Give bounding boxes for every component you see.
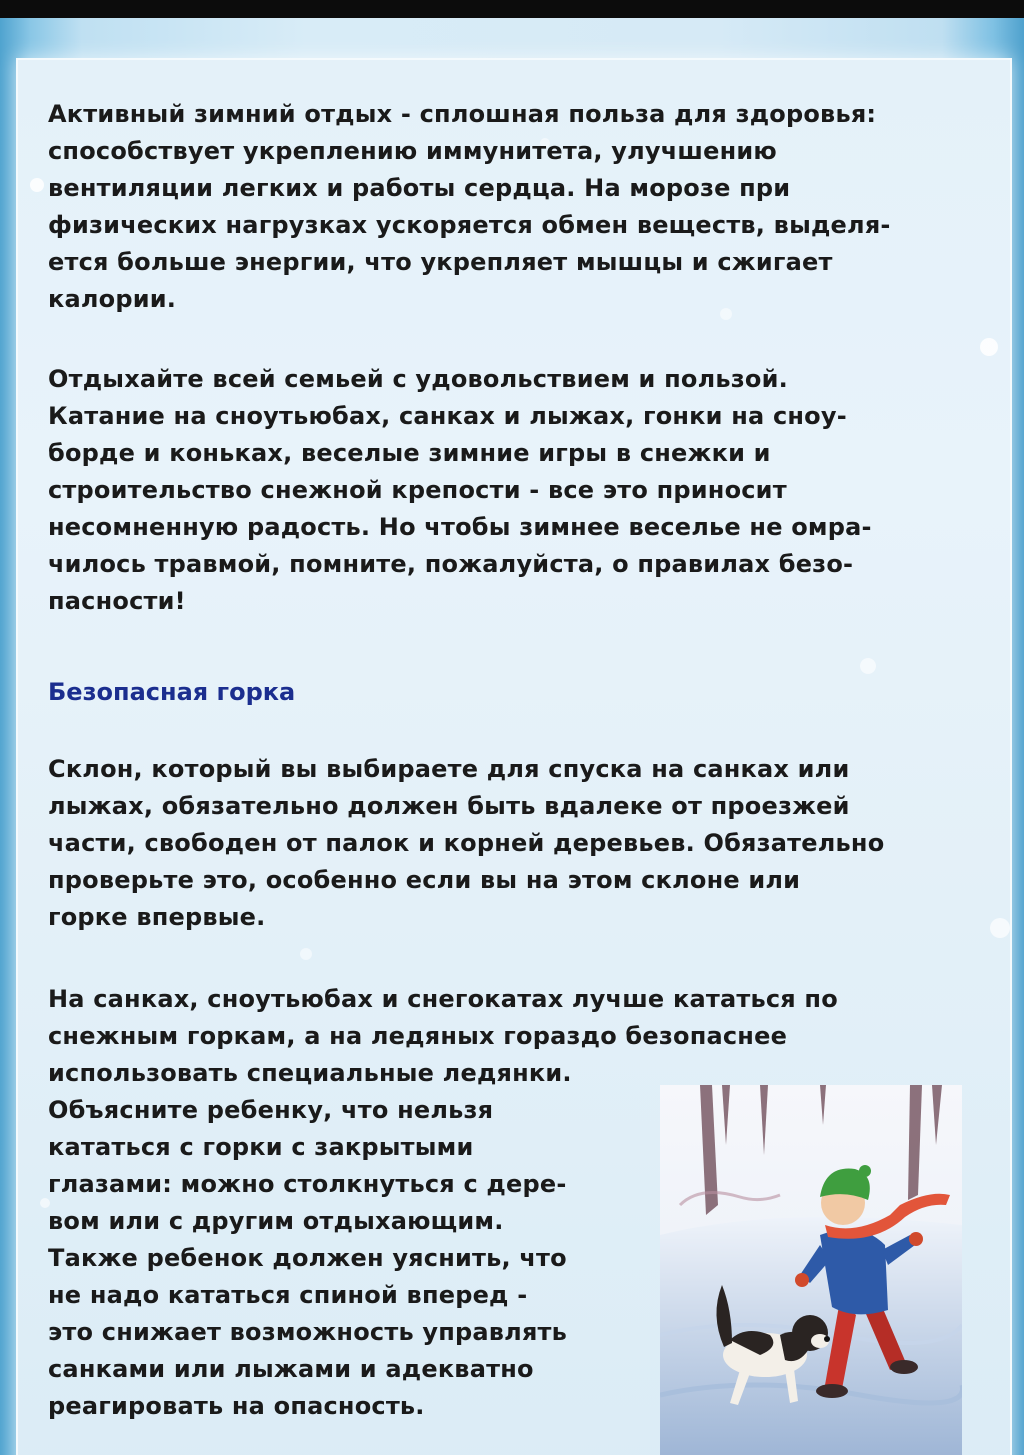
text-line: Склон, который вы выбираете для спуска на санках или <box>48 755 850 783</box>
text-line: чилось травмой, помните, пожалуйста, о правилах безо- <box>48 550 854 578</box>
text-line: несомненную радость. Но чтобы зимнее веселье не омра- <box>48 513 872 541</box>
text-line: Отдыхайте всей семьей с удовольствием и пользой. <box>48 365 788 393</box>
text-line: проверьте это, особенно если вы на этом склоне или <box>48 866 801 894</box>
text-line: не надо кататься спиной вперед - <box>48 1281 528 1309</box>
snowflake <box>30 178 44 192</box>
snowflake <box>300 948 312 960</box>
text-line: кататься с горки с закрытыми <box>48 1133 474 1161</box>
text-line: части, свободен от палок и корней деревьев. Обязательно <box>48 829 885 857</box>
text-line: санками или лыжами и адекватно <box>48 1355 534 1383</box>
snowflake <box>720 308 732 320</box>
snowflake <box>990 918 1010 938</box>
text-line: вентиляции легких и работы сердца. На морозе при <box>48 174 791 202</box>
text-line: борде и коньках, веселые зимние игры в снежки и <box>48 439 771 467</box>
text-line: использовать специальные ледянки. <box>48 1059 572 1087</box>
text-line: физических нагрузках ускоряется обмен веществ, выделя- <box>48 211 891 239</box>
child-with-dog-illustration <box>660 1085 962 1455</box>
text-line: Также ребенок должен уяснить, что <box>48 1244 567 1272</box>
section-heading: Безопасная горка <box>48 678 296 706</box>
text-line: лыжах, обязательно должен быть вдалеке от проезжей <box>48 792 850 820</box>
snowflake <box>980 338 998 356</box>
text-line: это снижает возможность управлять <box>48 1318 568 1346</box>
text-line: ется больше энергии, что укрепляет мышцы и сжигает <box>48 248 833 276</box>
text-line: На санках, сноутьюбах и снегокатах лучше кататься по <box>48 985 838 1013</box>
text-line: снежным горкам, а на ледяных гораздо безопаснее <box>48 1022 788 1050</box>
text-line: вом или с другим отдыхающим. <box>48 1207 504 1235</box>
text-line: глазами: можно столкнуться с дере- <box>48 1170 567 1198</box>
text-line: Активный зимний отдых - сплошная польза для здоровья: <box>48 100 877 128</box>
text-line: Катание на сноутьюбах, санках и лыжах, гонки на сноу- <box>48 402 847 430</box>
text-line: калории. <box>48 285 177 313</box>
text-line: Объясните ребенку, что нельзя <box>48 1096 494 1124</box>
text-line: способствует укреплению иммунитета, улучшению <box>48 137 777 165</box>
text-line: реагировать на опасность. <box>48 1392 425 1420</box>
snowflake <box>860 658 876 674</box>
text-line: горке впервые. <box>48 903 266 931</box>
winter-scene-image <box>660 1085 962 1455</box>
text-line: пасности! <box>48 587 186 615</box>
text-line: строительство снежной крепости - все это приносит <box>48 476 787 504</box>
